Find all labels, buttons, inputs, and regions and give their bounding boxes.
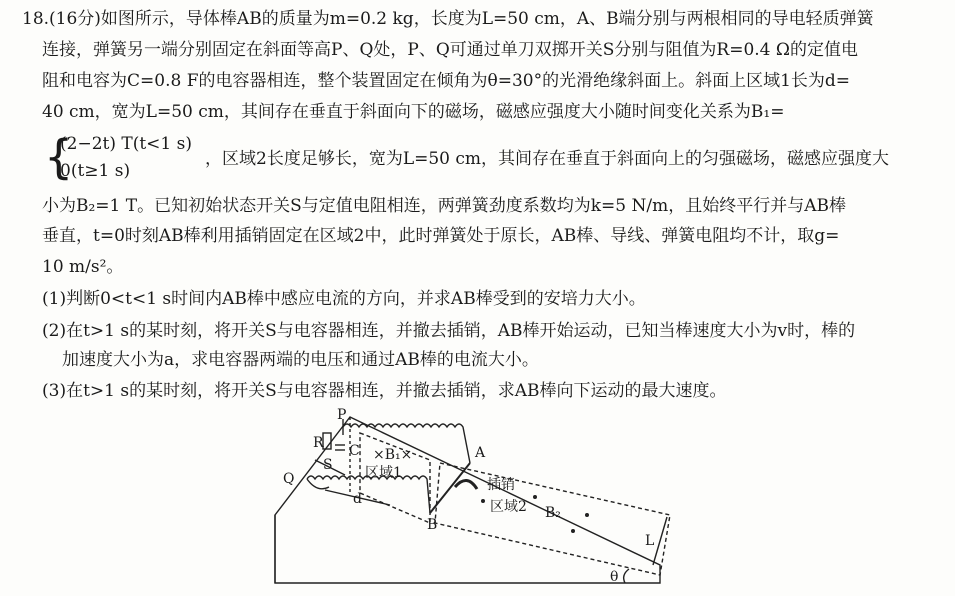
- incline-slope: [275, 417, 660, 583]
- spring-bottom: [307, 476, 430, 513]
- label-r: R: [313, 435, 324, 451]
- label-b2: B₂: [545, 505, 561, 521]
- label-pin: 插销: [487, 477, 515, 493]
- problem-line-1: 18.(16分)如图所示，导体棒AB的质量为m=0.2 kg，长度为L=50 cm，A、B端分别与两根相同的导电轻质弹簧: [22, 9, 874, 29]
- question-2: (2)在t>1 s的某时刻，将开关S与电容器相连，并撤去插销，AB棒开始运动，已知当棒速度大小为v时，棒的: [42, 321, 856, 341]
- theta-arc: [624, 569, 629, 583]
- label-region2: 区域2: [490, 499, 527, 515]
- label-b: B: [427, 517, 438, 533]
- question-2-cont: 加速度大小为a，求电容器两端的电压和通过AB棒的电流大小。: [62, 350, 539, 370]
- problem-line-4: 40 cm，宽为L=50 cm，其间存在垂直于斜面向下的磁场，磁感应强度大小随时间变化关系为B₁=: [42, 102, 785, 122]
- problem-line-5: 小为B₂=1 T。已知初始状态开关S与定值电阻相连，两弹簧劲度系数均为k=5 N/m，且始终平行并与AB棒: [42, 196, 847, 216]
- label-theta: θ: [610, 569, 619, 585]
- label-b1: ×B₁×: [373, 447, 413, 463]
- field-dot: [481, 499, 485, 503]
- piecewise-tail: ，区域2长度足够长，宽为L=50 cm，其间存在垂直于斜面向上的匀强磁场，磁感应强度大: [205, 149, 890, 169]
- problem-line-6: 垂直，t=0时刻AB棒利用插销固定在区域2中，此时弹簧处于原长，AB棒、导线、弹簧电阻均不计，取g=: [42, 226, 840, 246]
- field-dot: [571, 529, 575, 533]
- label-d: d: [353, 491, 362, 507]
- label-a: A: [475, 445, 486, 461]
- piecewise-case-2: 0(t≥1 s): [60, 161, 131, 181]
- pin-icon: [455, 480, 477, 489]
- problem-line-3: 阻和电容为C=0.8 F的电容器相连，整个装置固定在倾角为θ=30°的光滑绝缘斜面上。斜面上区域1长为d=: [42, 71, 851, 91]
- field-dot: [533, 495, 537, 499]
- problem-line-7: 10 m/s²。: [42, 257, 124, 277]
- incline-figure: [265, 405, 685, 591]
- problem-line-2: 连接，弹簧另一端分别固定在斜面等高P、Q处，P、Q可通过单刀双掷开关S分别与阻值为R=0.4 Ω的定值电: [42, 40, 858, 60]
- rod-ab: [430, 463, 470, 513]
- switch-wire: [307, 479, 329, 489]
- label-s: S: [323, 457, 333, 473]
- question-3: (3)在t>1 s的某时刻，将开关S与电容器相连，并撤去插销，求AB棒向下运动的最大速度。: [42, 381, 727, 401]
- piecewise-case-1: (2−2t) T(t<1 s): [60, 134, 192, 154]
- label-q: Q: [283, 471, 295, 487]
- label-l: L: [645, 533, 655, 549]
- label-region1: 区域1: [365, 465, 402, 481]
- question-1: (1)判断0<t<1 s时间内AB棒中感应电流的方向，并求AB棒受到的安培力大小。: [42, 289, 646, 309]
- piecewise-brace: {: [44, 130, 74, 184]
- label-p: P: [337, 407, 347, 423]
- label-c: C: [349, 443, 360, 459]
- field-dot: [585, 513, 589, 517]
- l-dimension: [653, 517, 667, 565]
